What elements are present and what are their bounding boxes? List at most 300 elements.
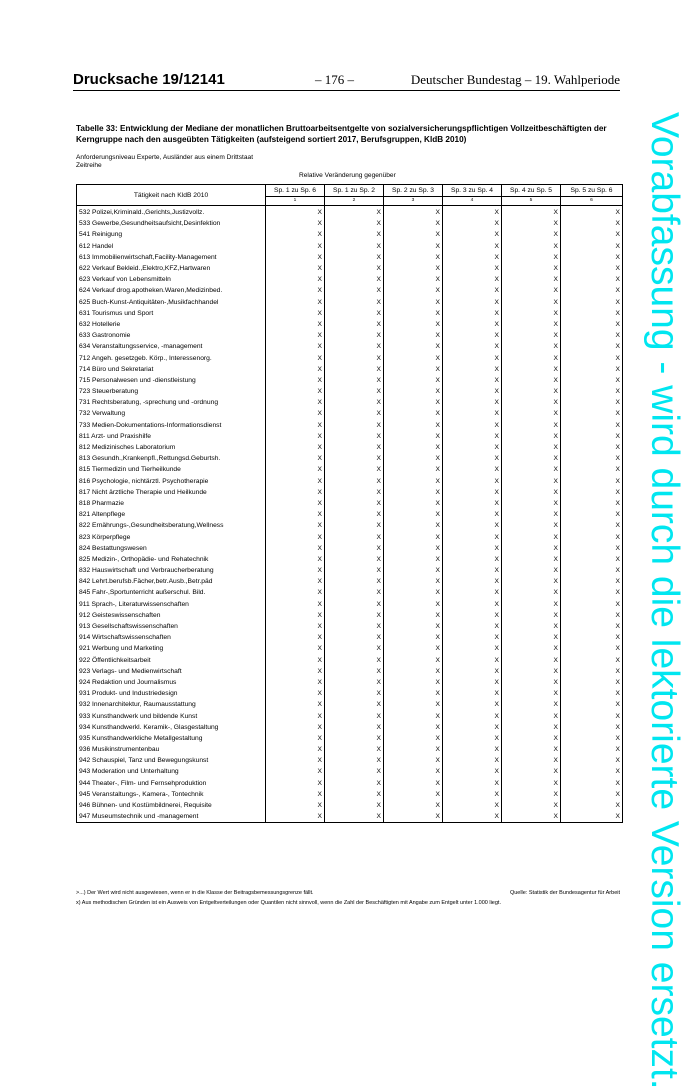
cell-value: X — [266, 442, 325, 453]
cell-value: X — [561, 811, 623, 823]
cell-value: X — [266, 733, 325, 744]
table-body — [77, 206, 623, 823]
cell-value: X — [561, 576, 623, 587]
row-label: 624 Verkauf drog.apotheken.Waren,Medizinbed. — [77, 285, 266, 296]
table-row — [77, 800, 623, 811]
cell-value: X — [325, 420, 384, 431]
cell-value: X — [502, 498, 561, 509]
cell-value: X — [561, 778, 623, 789]
cell-value: X — [561, 632, 623, 643]
table-row — [77, 206, 623, 219]
column-header: Sp. 2 zu Sp. 3 — [384, 185, 443, 197]
table-row — [77, 397, 623, 408]
cell-value: X — [325, 587, 384, 598]
cell-value: X — [384, 442, 443, 453]
cell-value: X — [266, 218, 325, 229]
cell-value: X — [443, 576, 502, 587]
cell-value: X — [502, 565, 561, 576]
row-label: 815 Tiermedizin und Tierheilkunde — [77, 464, 266, 475]
cell-value: X — [325, 252, 384, 263]
table-row — [77, 666, 623, 677]
cell-value: X — [384, 632, 443, 643]
cell-value: X — [502, 397, 561, 408]
column-number: 2 — [325, 197, 384, 206]
cell-value: X — [502, 330, 561, 341]
cell-value: X — [502, 778, 561, 789]
row-label: 632 Hotellerie — [77, 319, 266, 330]
cell-value: X — [384, 610, 443, 621]
cell-value: X — [266, 498, 325, 509]
cell-value: X — [443, 509, 502, 520]
cell-value: X — [325, 218, 384, 229]
cell-value: X — [561, 699, 623, 710]
row-label: 911 Sprach-, Literaturwissenschaften — [77, 599, 266, 610]
cell-value: X — [325, 543, 384, 554]
cell-value: X — [266, 476, 325, 487]
cell-value: X — [325, 341, 384, 352]
cell-value: X — [384, 722, 443, 733]
cell-value: X — [325, 386, 384, 397]
cell-value: X — [443, 531, 502, 542]
cell-value: X — [384, 308, 443, 319]
cell-value: X — [384, 576, 443, 587]
cell-value: X — [384, 699, 443, 710]
cell-value: X — [266, 453, 325, 464]
row-label: 931 Produkt- und Industriedesign — [77, 688, 266, 699]
cell-value: X — [502, 341, 561, 352]
cell-value: X — [502, 789, 561, 800]
cell-value: X — [443, 229, 502, 240]
cell-value: X — [561, 722, 623, 733]
cell-value: X — [443, 710, 502, 721]
row-label: 631 Tourismus und Sport — [77, 308, 266, 319]
cell-value: X — [443, 498, 502, 509]
cell-value: X — [325, 811, 384, 823]
row-label: 532 Polizei,Kriminald.,Gerichts,Justizvollz. — [77, 206, 266, 219]
cell-value: X — [561, 565, 623, 576]
cell-value: X — [443, 476, 502, 487]
cell-value: X — [561, 464, 623, 475]
cell-value: X — [384, 229, 443, 240]
cell-value: X — [443, 766, 502, 777]
cell-value: X — [561, 755, 623, 766]
cell-value: X — [502, 643, 561, 654]
cell-value: X — [502, 531, 561, 542]
row-label: 842 Lehrt.berufsb.Fächer,betr.Ausb.,Betr.päd — [77, 576, 266, 587]
cell-value: X — [325, 576, 384, 587]
table-row — [77, 778, 623, 789]
table-row — [77, 297, 623, 308]
cell-value: X — [443, 375, 502, 386]
cell-value: X — [325, 509, 384, 520]
cell-value: X — [502, 364, 561, 375]
cell-value: X — [561, 688, 623, 699]
row-label: 933 Kunsthandwerk und bildende Kunst — [77, 710, 266, 721]
table-row — [77, 722, 623, 733]
cell-value: X — [443, 789, 502, 800]
cell-value: X — [266, 643, 325, 654]
cell-value: X — [384, 554, 443, 565]
cell-value: X — [266, 587, 325, 598]
cell-value: X — [502, 755, 561, 766]
cell-value: X — [561, 241, 623, 252]
row-label: 732 Verwaltung — [77, 408, 266, 419]
cell-value: X — [325, 699, 384, 710]
cell-value: X — [502, 352, 561, 363]
row-label: 533 Gewerbe,Gesundheitsaufsicht,Desinfektion — [77, 218, 266, 229]
row-label: 733 Medien-Dokumentations-Informationsdienst — [77, 420, 266, 431]
cell-value: X — [561, 263, 623, 274]
row-label: 845 Fahr-,Sportunterricht außerschul. Bild. — [77, 587, 266, 598]
column-header: Sp. 4 zu Sp. 5 — [502, 185, 561, 197]
row-label: 946 Bühnen- und Kostümbildnerei, Requisite — [77, 800, 266, 811]
table-row — [77, 710, 623, 721]
cell-value: X — [502, 766, 561, 777]
cell-value: X — [325, 308, 384, 319]
column-header: Sp. 5 zu Sp. 6 — [561, 185, 623, 197]
cell-value: X — [561, 364, 623, 375]
cell-value: X — [502, 699, 561, 710]
column-number: 4 — [443, 197, 502, 206]
row-label: 723 Steuerberatung — [77, 386, 266, 397]
cell-value: X — [384, 733, 443, 744]
footnote-1: >...) Der Wert wird nicht ausgewiesen, wenn er in die Klasse der Beitragsbemessungsgrenze fällt. — [76, 890, 314, 896]
cell-value: X — [561, 766, 623, 777]
cell-value: X — [266, 509, 325, 520]
cell-value: X — [443, 341, 502, 352]
column-header: Sp. 1 zu Sp. 6 — [266, 185, 325, 197]
row-label: 944 Theater-, Film- und Fernsehproduktion — [77, 778, 266, 789]
cell-value: X — [443, 241, 502, 252]
cell-value: X — [325, 498, 384, 509]
cell-value: X — [561, 274, 623, 285]
cell-value: X — [325, 408, 384, 419]
cell-value: X — [443, 688, 502, 699]
data-table — [76, 184, 623, 823]
cell-value: X — [443, 554, 502, 565]
cell-value: X — [266, 297, 325, 308]
cell-value: X — [443, 297, 502, 308]
cell-value: X — [384, 520, 443, 531]
cell-value: X — [266, 677, 325, 688]
cell-value: X — [384, 800, 443, 811]
cell-value: X — [384, 274, 443, 285]
table-row — [77, 431, 623, 442]
cell-value: X — [384, 543, 443, 554]
row-label: 622 Verkauf Bekleid.,Elektro,KFZ,Hartwaren — [77, 263, 266, 274]
cell-value: X — [502, 487, 561, 498]
publisher: Deutscher Bundestag – 19. Wahlperiode — [410, 72, 620, 87]
table-row — [77, 453, 623, 464]
cell-value: X — [325, 285, 384, 296]
cell-value: X — [266, 655, 325, 666]
row-label: 712 Angeh. gesetzgeb. Körp., Interessenorg. — [77, 352, 266, 363]
cell-value: X — [502, 263, 561, 274]
row-label: 822 Ernährungs-,Gesundheitsberatung,Wellness — [77, 520, 266, 531]
cell-value: X — [502, 744, 561, 755]
cell-value: X — [443, 364, 502, 375]
cell-value: X — [561, 621, 623, 632]
doc-prefix: Drucksache 19/ — [73, 71, 184, 88]
cell-value: X — [384, 621, 443, 632]
cell-value: X — [266, 487, 325, 498]
table-row — [77, 285, 623, 296]
source-note: Quelle: Statistik der Bundesagentur für Arbeit — [509, 890, 620, 896]
cell-value: X — [384, 666, 443, 677]
column-number: 3 — [384, 197, 443, 206]
cell-value: X — [266, 206, 325, 219]
cell-value: X — [384, 464, 443, 475]
cell-value: X — [443, 800, 502, 811]
page-header — [73, 71, 620, 89]
table-row — [77, 688, 623, 699]
cell-value: X — [384, 319, 443, 330]
cell-value: X — [561, 453, 623, 464]
cell-value: X — [502, 811, 561, 823]
cell-value: X — [502, 666, 561, 677]
cell-value: X — [325, 431, 384, 442]
cell-value: X — [443, 599, 502, 610]
cell-value: X — [443, 464, 502, 475]
row-label: 942 Schauspiel, Tanz und Bewegungskunst — [77, 755, 266, 766]
row-label: 823 Körperpflege — [77, 531, 266, 542]
cell-value: X — [325, 666, 384, 677]
cell-value: X — [384, 364, 443, 375]
row-label: 934 Kunsthandwerkl. Keramik-, Glasgestaltung — [77, 722, 266, 733]
cell-value: X — [443, 610, 502, 621]
cell-value: X — [561, 476, 623, 487]
table-row — [77, 364, 623, 375]
table-row — [77, 643, 623, 654]
cell-value: X — [502, 554, 561, 565]
cell-value: X — [384, 285, 443, 296]
cell-value: X — [561, 285, 623, 296]
cell-value: X — [561, 677, 623, 688]
column-header: Sp. 3 zu Sp. 4 — [443, 185, 502, 197]
cell-value: X — [325, 229, 384, 240]
cell-value: X — [443, 319, 502, 330]
table-row — [77, 229, 623, 240]
cell-value: X — [266, 341, 325, 352]
cell-value: X — [561, 341, 623, 352]
table-row — [77, 464, 623, 475]
cell-value: X — [266, 766, 325, 777]
cell-value: X — [561, 206, 623, 219]
cell-value: X — [443, 565, 502, 576]
row-label: 817 Nicht ärztliche Therapie und Heilkunde — [77, 487, 266, 498]
cell-value: X — [561, 397, 623, 408]
cell-value: X — [266, 241, 325, 252]
cell-value: X — [443, 330, 502, 341]
cell-value: X — [502, 632, 561, 643]
cell-value: X — [325, 800, 384, 811]
row-label: 935 Kunsthandwerkliche Metallgestaltung — [77, 733, 266, 744]
cell-value: X — [325, 453, 384, 464]
table-row — [77, 610, 623, 621]
cell-value: X — [325, 476, 384, 487]
table-row — [77, 520, 623, 531]
cell-value: X — [443, 722, 502, 733]
row-label: 912 Geisteswissenschaften — [77, 610, 266, 621]
cell-value: X — [384, 218, 443, 229]
cell-value: X — [266, 308, 325, 319]
row-label: 541 Reinigung — [77, 229, 266, 240]
table-row — [77, 420, 623, 431]
row-label: 633 Gastronomie — [77, 330, 266, 341]
cell-value: X — [443, 811, 502, 823]
cell-value: X — [266, 688, 325, 699]
cell-value: X — [561, 655, 623, 666]
cell-value: X — [443, 520, 502, 531]
table-row — [77, 811, 623, 823]
cell-value: X — [561, 666, 623, 677]
cell-value: X — [443, 408, 502, 419]
cell-value: X — [443, 666, 502, 677]
cell-value: X — [325, 352, 384, 363]
cell-value: X — [502, 297, 561, 308]
table-row — [77, 789, 623, 800]
cell-value: X — [561, 509, 623, 520]
table-row — [77, 319, 623, 330]
row-label: 811 Arzt- und Praxishilfe — [77, 431, 266, 442]
cell-value: X — [266, 800, 325, 811]
cell-value: X — [502, 621, 561, 632]
cell-value: X — [561, 487, 623, 498]
row-label: 625 Buch-Kunst-Antiquitäten-,Musikfachhandel — [77, 297, 266, 308]
cell-value: X — [266, 610, 325, 621]
row-label: 613 Immobilienwirtschaft,Facility-Management — [77, 252, 266, 263]
cell-value: X — [266, 386, 325, 397]
column-number: 6 — [561, 197, 623, 206]
cell-value: X — [266, 778, 325, 789]
cell-value: X — [443, 621, 502, 632]
table-row — [77, 677, 623, 688]
cell-value: X — [443, 263, 502, 274]
table-row — [77, 487, 623, 498]
table-row — [77, 565, 623, 576]
document-number — [73, 71, 225, 88]
cell-value: X — [561, 297, 623, 308]
cell-value: X — [325, 710, 384, 721]
table-row — [77, 341, 623, 352]
cell-value: X — [325, 487, 384, 498]
cell-value: X — [561, 218, 623, 229]
cell-value: X — [266, 274, 325, 285]
cell-value: X — [384, 643, 443, 654]
cell-value: X — [502, 543, 561, 554]
cell-value: X — [443, 677, 502, 688]
cell-value: X — [325, 319, 384, 330]
table-row — [77, 531, 623, 542]
row-label: 812 Medizinisches Laboratorium — [77, 442, 266, 453]
cell-value: X — [443, 699, 502, 710]
cell-value: X — [443, 218, 502, 229]
cell-value: X — [384, 297, 443, 308]
table-row — [77, 352, 623, 363]
cell-value: X — [443, 308, 502, 319]
cell-value: X — [384, 397, 443, 408]
table-row — [77, 241, 623, 252]
subtitle-series: Zeitreihe — [76, 162, 102, 169]
cell-value: X — [384, 677, 443, 688]
table-row — [77, 252, 623, 263]
cell-value: X — [325, 397, 384, 408]
column-number: 1 — [266, 197, 325, 206]
row-label: 818 Pharmazie — [77, 498, 266, 509]
cell-value: X — [502, 285, 561, 296]
row-label: 634 Veranstaltungsservice, -management — [77, 341, 266, 352]
table-row — [77, 576, 623, 587]
cell-value: X — [266, 621, 325, 632]
column-header-activity: Tätigkeit nach KldB 2010 — [77, 185, 266, 206]
cell-value: X — [502, 688, 561, 699]
cell-value: X — [443, 733, 502, 744]
cell-value: X — [325, 744, 384, 755]
cell-value: X — [325, 206, 384, 219]
row-label: 921 Werbung und Marketing — [77, 643, 266, 654]
cell-value: X — [561, 308, 623, 319]
table-row — [77, 509, 623, 520]
cell-value: X — [384, 206, 443, 219]
row-label: 923 Verlags- und Medienwirtschaft — [77, 666, 266, 677]
cell-value: X — [384, 386, 443, 397]
table-row — [77, 218, 623, 229]
cell-value: X — [266, 666, 325, 677]
cell-value: X — [561, 229, 623, 240]
table-row — [77, 442, 623, 453]
cell-value: X — [266, 811, 325, 823]
row-label: 943 Moderation und Unterhaltung — [77, 766, 266, 777]
table-row — [77, 543, 623, 554]
cell-value: X — [443, 274, 502, 285]
cell-value: X — [443, 755, 502, 766]
cell-value: X — [266, 543, 325, 554]
cell-value: X — [443, 386, 502, 397]
cell-value: X — [561, 252, 623, 263]
cell-value: X — [384, 408, 443, 419]
table-row — [77, 655, 623, 666]
cell-value: X — [266, 397, 325, 408]
cell-value: X — [443, 420, 502, 431]
cell-value: X — [443, 252, 502, 263]
cell-value: X — [561, 543, 623, 554]
cell-value: X — [561, 643, 623, 654]
cell-value: X — [384, 766, 443, 777]
cell-value: X — [384, 330, 443, 341]
cell-value: X — [561, 744, 623, 755]
cell-value: X — [384, 811, 443, 823]
cell-value: X — [561, 375, 623, 386]
row-label: 922 Öffentlichkeitsarbeit — [77, 655, 266, 666]
table-row — [77, 375, 623, 386]
column-header: Sp. 1 zu Sp. 2 — [325, 185, 384, 197]
cell-value: X — [502, 218, 561, 229]
row-label: 731 Rechtsberatung, -sprechung und -ordnung — [77, 397, 266, 408]
cell-value: X — [443, 352, 502, 363]
cell-value: X — [266, 330, 325, 341]
footnote-1-row — [76, 890, 620, 896]
table-row — [77, 554, 623, 565]
cell-value: X — [561, 352, 623, 363]
cell-value: X — [266, 722, 325, 733]
cell-value: X — [384, 688, 443, 699]
cell-value: X — [266, 755, 325, 766]
row-label: 945 Veranstaltungs-, Kamera-, Tontechnik — [77, 789, 266, 800]
cell-value: X — [502, 520, 561, 531]
cell-value: X — [325, 520, 384, 531]
row-label: 824 Bestattungswesen — [77, 543, 266, 554]
cell-value: X — [502, 308, 561, 319]
